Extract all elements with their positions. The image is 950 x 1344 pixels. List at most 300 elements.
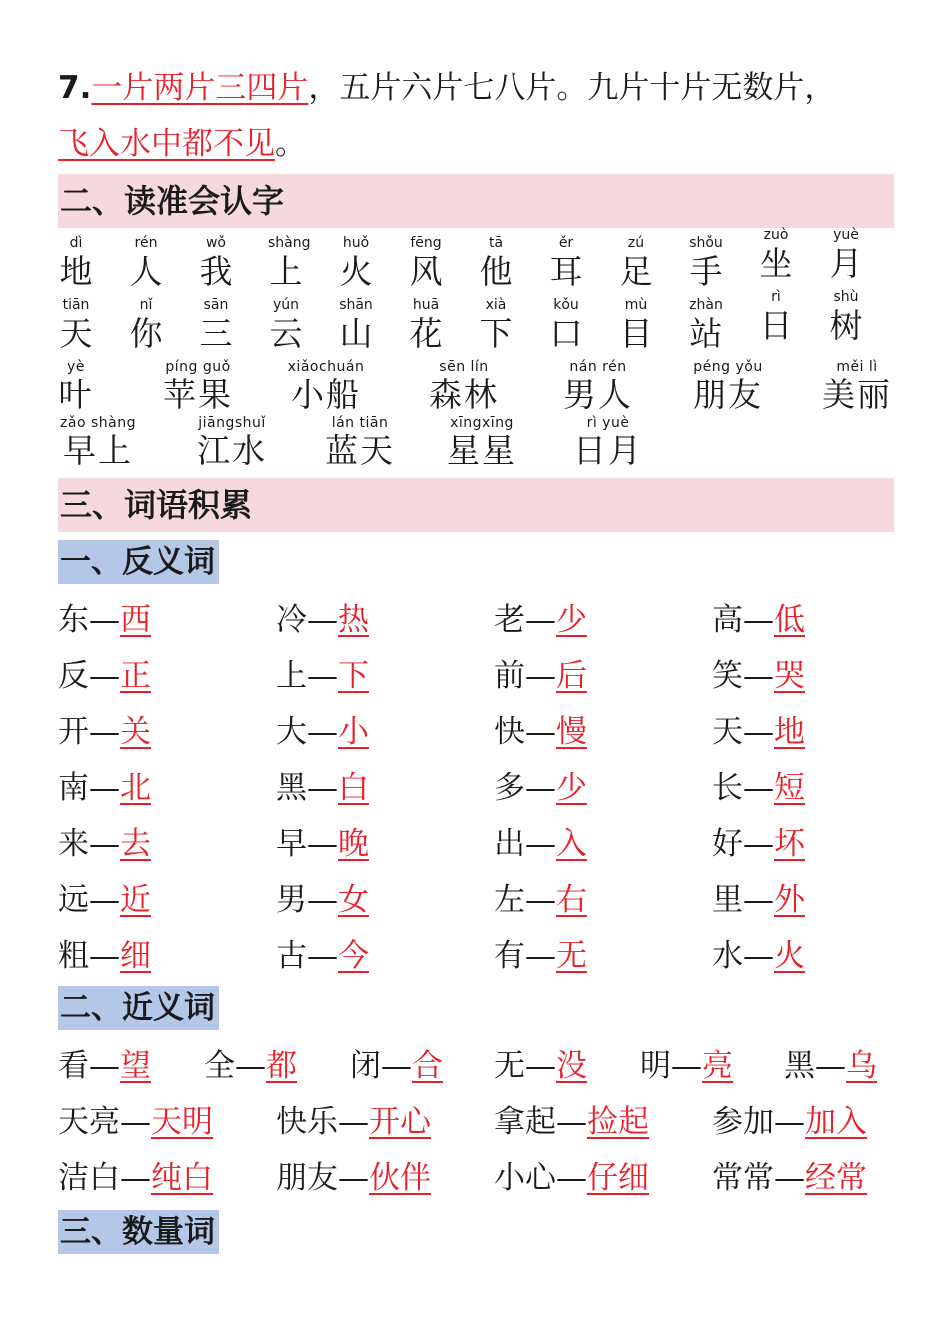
pinyin: nán rén — [569, 359, 627, 375]
pinyin: péng yǒu — [693, 359, 763, 375]
word-cell — [58, 414, 138, 470]
hanzi: 足 — [619, 252, 653, 291]
hanzi: 坐 — [759, 244, 793, 283]
char-row-2 — [58, 289, 894, 358]
pinyin: dì — [69, 235, 83, 251]
word-pair — [712, 592, 805, 648]
pair-word: 里 — [712, 882, 743, 918]
pair-word: 无 — [494, 1048, 525, 1084]
word-pair — [712, 648, 805, 704]
word-pair — [58, 592, 151, 648]
char-cell — [128, 234, 164, 292]
synonym-row — [58, 1150, 894, 1206]
pair-dash: — — [89, 1048, 120, 1084]
pair-answer: 哭 — [774, 658, 805, 694]
pair-dash: — — [89, 602, 120, 638]
char-cell — [198, 296, 234, 354]
pair-dash: — — [89, 938, 120, 974]
subheading-antonyms: 一、反义词 — [58, 540, 219, 584]
pair-word: 笑 — [712, 658, 743, 694]
subheading-synonyms: 二、近义词 — [58, 986, 219, 1030]
pair-dash: — — [815, 1048, 846, 1084]
hanzi: 江水 — [197, 431, 267, 470]
word-pair — [494, 648, 587, 704]
section-heading-recognize-chars: 二、读准会认字 — [58, 174, 894, 228]
pair-dash: — — [525, 602, 556, 638]
pinyin: měi lì — [836, 359, 878, 375]
pair-answer: 入 — [556, 826, 587, 862]
pinyin: xīngxīng — [450, 415, 514, 431]
char-cell — [198, 234, 234, 292]
pair-dash: — — [556, 1104, 587, 1140]
pair-answer: 右 — [556, 882, 587, 918]
word-cell — [286, 358, 366, 414]
pinyin: yún — [272, 297, 300, 313]
hanzi: 他 — [479, 252, 513, 291]
char-cell — [478, 296, 514, 354]
pinyin: shàng — [268, 235, 311, 251]
pinyin: mù — [624, 297, 648, 313]
synonym-row — [58, 1038, 894, 1094]
pair-word: 大 — [276, 714, 307, 750]
antonym-row — [58, 760, 894, 816]
word-pair — [276, 1094, 431, 1150]
pair-word: 看 — [58, 1048, 89, 1084]
word-cell — [442, 414, 522, 470]
pair-answer: 坏 — [774, 826, 805, 862]
antonym-row — [58, 648, 894, 704]
char-cell — [758, 226, 794, 284]
word-pair — [276, 928, 369, 984]
pair-word: 古 — [276, 938, 307, 974]
word-pair — [494, 760, 587, 816]
hanzi: 云 — [269, 314, 303, 353]
word-cell — [158, 358, 238, 414]
antonym-row — [58, 592, 894, 648]
pair-dash: — — [743, 882, 774, 918]
pair-word: 天亮 — [58, 1104, 120, 1140]
word-pair — [712, 1150, 867, 1206]
word-pair — [494, 872, 587, 928]
pinyin: zú — [627, 235, 645, 251]
pair-word: 高 — [712, 602, 743, 638]
pair-answer: 外 — [774, 882, 805, 918]
pair-dash: — — [120, 1104, 151, 1140]
word-pair — [58, 1094, 213, 1150]
pair-word: 朋友 — [276, 1160, 338, 1196]
pair-word: 黑 — [784, 1048, 815, 1084]
char-cell — [408, 296, 444, 354]
pair-answer: 低 — [774, 602, 805, 638]
pair-dash: — — [743, 938, 774, 974]
pinyin: rì yuè — [586, 415, 630, 431]
word-cell — [58, 358, 94, 414]
poem-text-end: 。 — [275, 126, 306, 162]
hanzi: 森林 — [429, 375, 499, 414]
char-cell — [828, 288, 864, 346]
pair-word: 常常 — [712, 1160, 774, 1196]
word-pair — [494, 592, 587, 648]
hanzi: 人 — [129, 252, 163, 291]
pair-dash: — — [307, 714, 338, 750]
char-cell — [758, 288, 794, 346]
pinyin: shù — [833, 289, 859, 305]
char-cell — [128, 296, 164, 354]
pair-dash: — — [338, 1160, 369, 1196]
pair-word: 快 — [494, 714, 525, 750]
pair-word: 黑 — [276, 770, 307, 806]
pair-dash: — — [89, 714, 120, 750]
antonym-row — [58, 928, 894, 984]
word-cell — [424, 358, 504, 414]
word-cell — [320, 414, 400, 470]
word-cell — [568, 414, 648, 470]
word-pair — [276, 592, 369, 648]
synonym-list — [58, 1038, 894, 1206]
pair-answer: 捡起 — [587, 1104, 649, 1140]
pair-answer: 乌 — [846, 1048, 877, 1084]
pinyin: yè — [67, 359, 85, 375]
hanzi: 手 — [689, 252, 723, 291]
char-cell — [58, 234, 94, 292]
pair-answer: 近 — [120, 882, 151, 918]
word-pair — [640, 1038, 733, 1094]
pinyin: rén — [134, 235, 158, 251]
pair-dash: — — [743, 602, 774, 638]
hanzi: 朋友 — [693, 375, 763, 414]
word-row-2 — [58, 414, 894, 470]
pair-answer: 小 — [338, 714, 369, 750]
pair-answer: 望 — [120, 1048, 151, 1084]
hanzi: 上 — [269, 252, 303, 291]
word-pair — [712, 816, 805, 872]
hanzi: 叶 — [58, 375, 94, 414]
pair-word: 水 — [712, 938, 743, 974]
char-cell — [618, 234, 654, 292]
pair-word: 东 — [58, 602, 89, 638]
pair-word: 来 — [58, 826, 89, 862]
pair-word: 粗 — [58, 938, 89, 974]
pair-word: 小心 — [494, 1160, 556, 1196]
document-page — [58, 60, 894, 1254]
pinyin: zǎo shàng — [60, 415, 136, 431]
pinyin: lán tiān — [331, 415, 389, 431]
word-cell — [558, 358, 638, 414]
char-cell — [548, 234, 584, 292]
pair-word: 南 — [58, 770, 89, 806]
pair-answer: 无 — [556, 938, 587, 974]
pair-answer: 都 — [266, 1048, 297, 1084]
pair-word: 反 — [58, 658, 89, 694]
pair-dash: — — [120, 1160, 151, 1196]
word-pair — [350, 1038, 443, 1094]
pair-dash: — — [307, 882, 338, 918]
pair-dash: — — [525, 1048, 556, 1084]
pair-answer: 细 — [120, 938, 151, 974]
pair-answer: 伙伴 — [369, 1160, 431, 1196]
hanzi: 日 — [759, 306, 793, 345]
pair-answer: 下 — [338, 658, 369, 694]
pair-answer: 纯白 — [151, 1160, 213, 1196]
pair-dash: — — [307, 826, 338, 862]
word-row-1 — [58, 358, 894, 414]
hanzi: 男人 — [563, 375, 633, 414]
hanzi: 小船 — [291, 375, 361, 414]
word-pair — [276, 704, 369, 760]
word-pair — [58, 1038, 151, 1094]
char-cell — [338, 296, 374, 354]
pair-word: 好 — [712, 826, 743, 862]
antonym-list — [58, 592, 894, 984]
word-pair — [58, 816, 151, 872]
pair-dash: — — [743, 714, 774, 750]
pair-answer: 白 — [338, 770, 369, 806]
pinyin: ěr — [558, 235, 574, 251]
pair-word: 快乐 — [276, 1104, 338, 1140]
pinyin: sēn lín — [439, 359, 489, 375]
char-cell — [478, 234, 514, 292]
antonym-row — [58, 816, 894, 872]
pair-dash: — — [89, 658, 120, 694]
pinyin: yuè — [833, 227, 859, 243]
char-cell — [618, 296, 654, 354]
pair-dash: — — [525, 882, 556, 918]
pair-dash: — — [525, 714, 556, 750]
pinyin: jiāngshuǐ — [198, 415, 266, 431]
pair-word: 天 — [712, 714, 743, 750]
pinyin: kǒu — [553, 297, 579, 313]
word-pair — [494, 1038, 587, 1094]
word-pair — [494, 816, 587, 872]
pair-answer: 加入 — [805, 1104, 867, 1140]
subheading-measure-words: 三、数量词 — [58, 1210, 219, 1254]
hanzi: 风 — [409, 252, 443, 291]
poem-text-line-1: ，五片六片七八片。九片十片无数片， — [308, 70, 836, 106]
pair-dash: — — [525, 826, 556, 862]
hanzi: 月 — [829, 244, 863, 283]
pinyin: rì — [771, 289, 781, 305]
word-pair — [204, 1038, 297, 1094]
hanzi: 口 — [549, 314, 583, 353]
word-cell — [192, 414, 272, 470]
pair-word: 明 — [640, 1048, 671, 1084]
word-pair — [494, 704, 587, 760]
pair-word: 闭 — [350, 1048, 381, 1084]
pair-answer: 没 — [556, 1048, 587, 1084]
char-row-1 — [58, 227, 894, 296]
word-cell — [820, 358, 894, 414]
pair-answer: 经常 — [805, 1160, 867, 1196]
pair-dash: — — [307, 938, 338, 974]
hanzi: 地 — [59, 252, 93, 291]
pair-word: 有 — [494, 938, 525, 974]
hanzi: 耳 — [549, 252, 583, 291]
pair-word: 早 — [276, 826, 307, 862]
hanzi: 站 — [689, 314, 723, 353]
pair-dash: — — [556, 1160, 587, 1196]
synonym-row — [58, 1094, 894, 1150]
char-cell — [688, 296, 724, 354]
pinyin: nǐ — [139, 297, 153, 313]
pinyin: tā — [488, 235, 504, 251]
hanzi: 目 — [619, 314, 653, 353]
char-cell — [338, 234, 374, 292]
word-pair — [784, 1038, 877, 1094]
pinyin: tiān — [62, 297, 90, 313]
pair-answer: 少 — [556, 602, 587, 638]
hanzi: 火 — [339, 252, 373, 291]
poem-answer-line-1: 一片两片三四片 — [91, 70, 309, 106]
hanzi: 早上 — [63, 431, 133, 470]
char-cell — [408, 234, 444, 292]
char-cell — [268, 234, 311, 292]
word-pair — [712, 872, 805, 928]
pair-answer: 短 — [774, 770, 805, 806]
pair-answer: 关 — [120, 714, 151, 750]
pair-word: 老 — [494, 602, 525, 638]
word-pair — [494, 1150, 649, 1206]
pair-answer: 今 — [338, 938, 369, 974]
pair-word: 开 — [58, 714, 89, 750]
word-pair — [276, 1150, 431, 1206]
word-cell — [688, 358, 768, 414]
item-number: 7. — [58, 70, 92, 106]
pair-dash: — — [743, 826, 774, 862]
poem-item-7 — [58, 60, 894, 172]
word-pair — [494, 928, 587, 984]
pair-answer: 去 — [120, 826, 151, 862]
pair-answer: 地 — [774, 714, 805, 750]
pair-dash: — — [525, 770, 556, 806]
pair-dash: — — [89, 826, 120, 862]
pair-word: 全 — [204, 1048, 235, 1084]
word-pair — [58, 760, 151, 816]
pair-word: 拿起 — [494, 1104, 556, 1140]
hanzi: 三 — [199, 314, 233, 353]
pair-answer: 少 — [556, 770, 587, 806]
poem-answer-line-2: 飞入水中都不见 — [58, 126, 275, 162]
pinyin: píng guǒ — [165, 359, 231, 375]
pinyin: xià — [485, 297, 507, 313]
word-pair — [276, 760, 369, 816]
pinyin: zhàn — [689, 297, 723, 313]
pair-word: 男 — [276, 882, 307, 918]
pair-dash: — — [525, 658, 556, 694]
pair-dash: — — [743, 658, 774, 694]
antonym-row — [58, 704, 894, 760]
pair-dash: — — [89, 882, 120, 918]
pair-word: 左 — [494, 882, 525, 918]
char-grid — [58, 227, 894, 358]
pair-word: 出 — [494, 826, 525, 862]
pair-answer: 火 — [774, 938, 805, 974]
pair-word: 上 — [276, 658, 307, 694]
word-pair — [58, 872, 151, 928]
pair-dash: — — [307, 602, 338, 638]
word-pair — [712, 704, 805, 760]
pair-answer: 西 — [120, 602, 151, 638]
char-cell — [58, 296, 94, 354]
pinyin: xiǎochuán — [287, 359, 365, 375]
pair-answer: 北 — [120, 770, 151, 806]
pair-dash: — — [774, 1160, 805, 1196]
hanzi: 树 — [829, 306, 863, 345]
pair-answer: 慢 — [556, 714, 587, 750]
pinyin: shān — [339, 297, 373, 313]
pair-word: 多 — [494, 770, 525, 806]
hanzi: 你 — [129, 314, 163, 353]
word-pair — [58, 928, 151, 984]
char-cell — [828, 226, 864, 284]
hanzi: 我 — [199, 252, 233, 291]
hanzi: 美丽 — [822, 375, 892, 414]
hanzi: 星星 — [447, 431, 517, 470]
pinyin: huā — [412, 297, 440, 313]
word-pair — [58, 704, 151, 760]
word-pair — [276, 816, 369, 872]
hanzi: 花 — [409, 314, 443, 353]
pinyin: fēng — [410, 235, 442, 251]
pair-word: 长 — [712, 770, 743, 806]
hanzi: 蓝天 — [325, 431, 395, 470]
pinyin: huǒ — [342, 235, 370, 251]
pair-dash: — — [671, 1048, 702, 1084]
pair-answer: 仔细 — [587, 1160, 649, 1196]
pinyin: shǒu — [689, 235, 723, 251]
word-pair — [712, 1094, 867, 1150]
word-pair — [712, 760, 805, 816]
pair-dash: — — [235, 1048, 266, 1084]
pinyin: sān — [203, 297, 229, 313]
char-cell — [548, 296, 584, 354]
pair-dash: — — [338, 1104, 369, 1140]
hanzi: 天 — [59, 314, 93, 353]
pair-dash: — — [743, 770, 774, 806]
pair-word: 洁白 — [58, 1160, 120, 1196]
pair-dash: — — [381, 1048, 412, 1084]
word-pair — [276, 648, 369, 704]
antonym-row — [58, 872, 894, 928]
word-pair — [494, 1094, 649, 1150]
pair-answer: 后 — [556, 658, 587, 694]
pair-word: 前 — [494, 658, 525, 694]
char-cell — [268, 296, 304, 354]
pair-dash: — — [89, 770, 120, 806]
pair-dash: — — [525, 938, 556, 974]
pair-answer: 女 — [338, 882, 369, 918]
pair-answer: 亮 — [702, 1048, 733, 1084]
pinyin: wǒ — [205, 235, 226, 251]
pair-word: 冷 — [276, 602, 307, 638]
hanzi: 山 — [339, 314, 373, 353]
pair-answer: 热 — [338, 602, 369, 638]
pair-answer: 天明 — [151, 1104, 213, 1140]
pair-answer: 正 — [120, 658, 151, 694]
pair-answer: 晚 — [338, 826, 369, 862]
word-pair — [58, 1150, 213, 1206]
pair-dash: — — [774, 1104, 805, 1140]
section-heading-vocabulary: 三、词语积累 — [58, 478, 894, 532]
pair-word: 参加 — [712, 1104, 774, 1140]
pair-dash: — — [307, 658, 338, 694]
pair-word: 远 — [58, 882, 89, 918]
pair-answer: 合 — [412, 1048, 443, 1084]
pinyin: zuò — [763, 227, 789, 243]
hanzi: 苹果 — [163, 375, 233, 414]
hanzi: 下 — [479, 314, 513, 353]
word-pair — [276, 872, 369, 928]
word-pair — [712, 928, 805, 984]
